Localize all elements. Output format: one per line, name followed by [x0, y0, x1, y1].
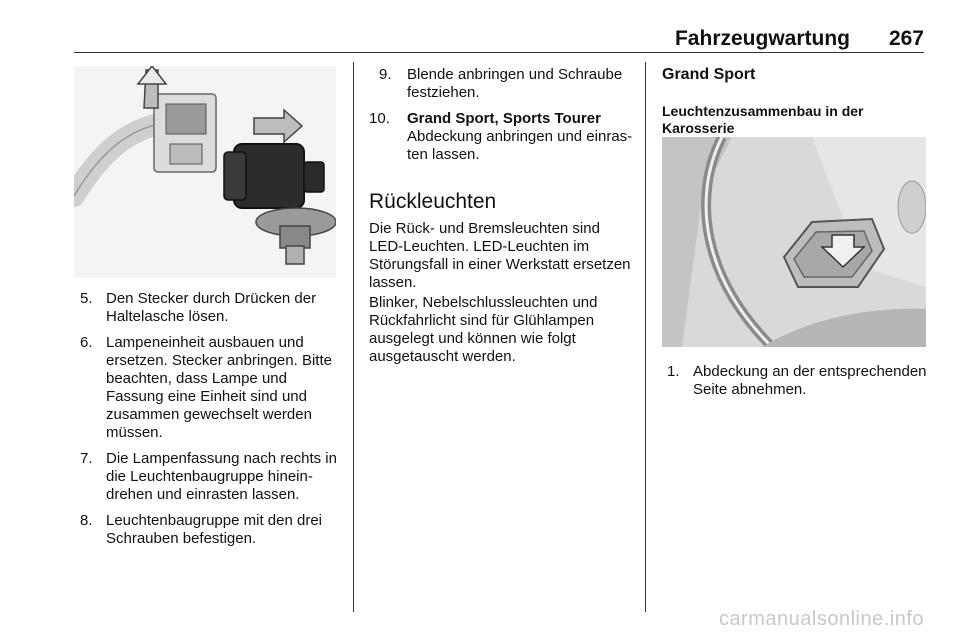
list-item: 8. Leuchtenbaugruppe mit den drei Schrauben befestigen. — [80, 512, 322, 547]
list-item: 9. Blende anbringen und Schraube festziehen. — [379, 66, 623, 101]
instruction-list — [667, 363, 927, 407]
column-divider — [645, 62, 646, 612]
instruction-list — [369, 66, 635, 172]
header-rule — [74, 52, 924, 53]
page-header — [0, 0, 960, 56]
list-item: 6. Lampeneinheit ausbauen und ersetzen. Stecker anbringen. Bitte beachten, dass Lampe und Fassung eine Einheit sind und zusammen gewechselt werden müssen. — [80, 334, 332, 441]
paragraph: Die Rück- und Bremsleuchten sind LED-Leuchten. LED-Leuchten im Störungsfall in einer Werkstatt ersetzen lassen. — [369, 220, 631, 291]
paragraph: Blinker, Nebelschlussleuchten und Rückfahrlicht sind für Glühlampen ausgelegt und können wie folgt ausgetauscht werden. — [369, 294, 598, 365]
page-number: 267 — [888, 27, 924, 50]
subsection-heading: Leuchtenzusammenbau in der Karosserie — [662, 103, 864, 136]
list-item: 7. Die Lampenfassung nach rechts in die Leuchtenbaugruppe hineindrehen und einrasten lassen. — [80, 450, 337, 503]
page-title: Fahrzeugwartung — [674, 27, 850, 50]
trunk-cover-illustration — [662, 137, 926, 347]
list-item: 10. Grand Sport, Sports Tourer Abdeckung anbringen und einrasten lassen. — [369, 110, 635, 164]
list-item-title: Grand Sport, Sports Tourer — [407, 110, 601, 127]
list-item: 1. Abdeckung an der entsprechenden Seite abnehmen. — [667, 363, 927, 398]
instruction-list — [80, 290, 348, 556]
column-divider — [353, 62, 354, 612]
section-heading: Rückleuchten — [369, 190, 497, 213]
lamp-connector-illustration — [74, 66, 336, 278]
list-item: 5. Den Stecker durch Drücken der Haltelasche lösen. — [80, 290, 317, 325]
section-heading: Grand Sport — [662, 66, 756, 83]
watermark: carmanualsonline.info — [718, 608, 924, 630]
